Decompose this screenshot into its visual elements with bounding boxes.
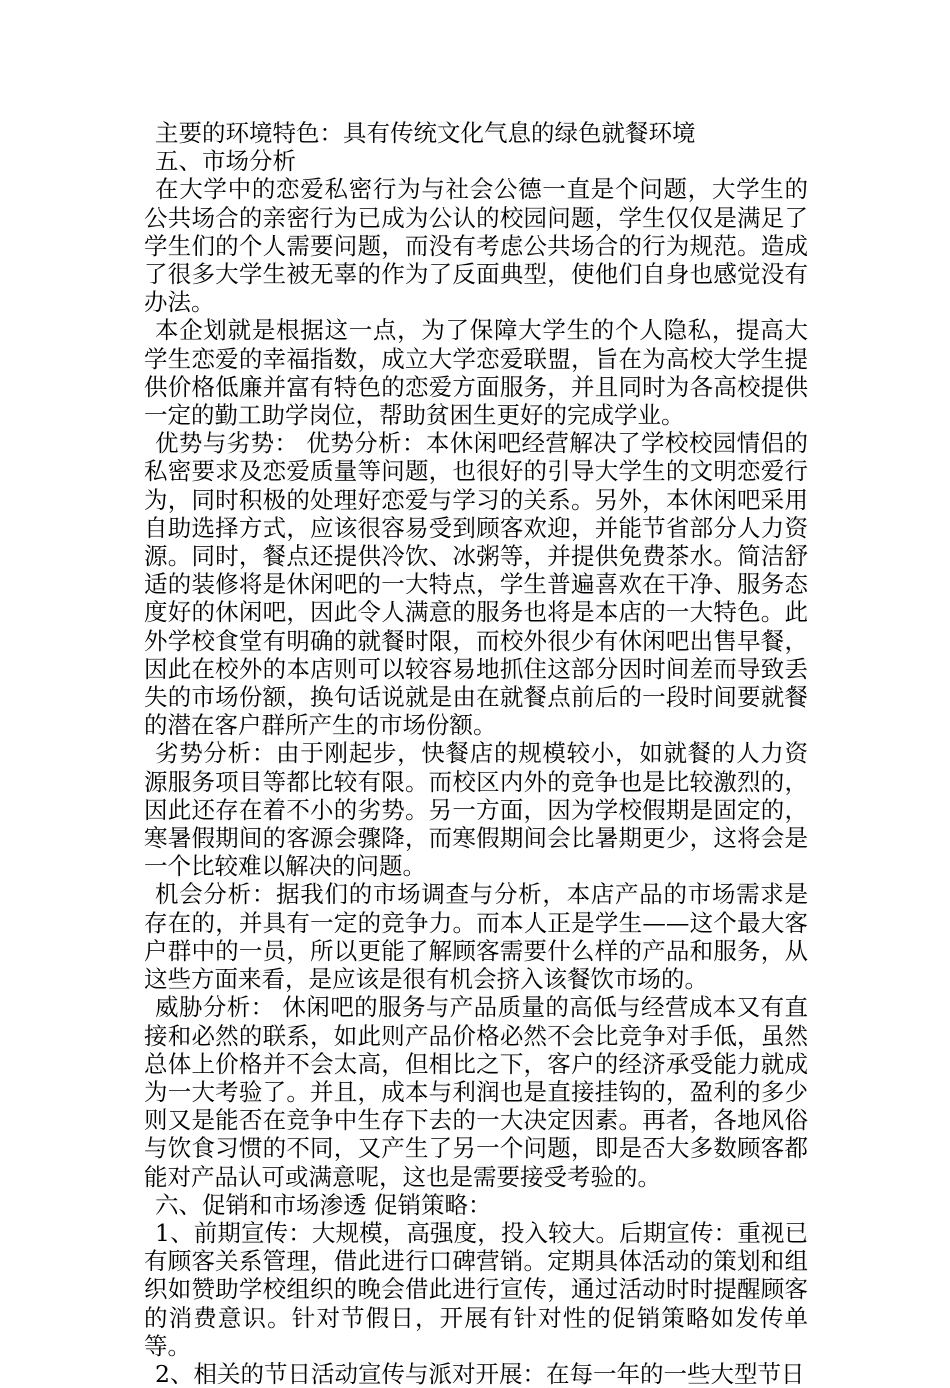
- paragraph-plan-purpose: 本企划就是根据这一点，为了保障大学生的个人隐私，提高大学生恋爱的幸福指数，成立大学恋爱联盟，旨在为高校大学生提供价格低廉并富有特色的恋爱方面服务，并且同时为各高校提供一定的勤工助学岗位，帮助贫困生更好的完成学业。: [144, 316, 808, 430]
- section-heading-promotion: 六、促销和市场渗透 促销策略：: [155, 1190, 492, 1219]
- environment-feature-line: 主要的环境特色：具有传统文化气息的绿色就餐环境: [155, 119, 696, 147]
- paragraph-opportunities: 机会分析：据我们的市场调查与分析，本店产品的市场需求是存在的，并具有一定的竞争力。而本人正是学生——这个最大客户群中的一员，所以更能了解顾客需要什么样的产品和服务，从这些方面来看，是应该是很有机会挤入该餐饮市场的。: [144, 880, 808, 994]
- paragraph-campus-problem: 在大学中的恋爱私密行为与社会公德一直是个问题，大学生的公共场合的亲密行为已成为公认的校园问题，学生仅仅是满足了学生们的个人需要问题，而没有考虑公共场合的行为规范。造成了很多大学生被无辜的作为了反面典型，使他们自身也感觉没有办法。: [144, 175, 808, 317]
- section-heading-market-analysis: 五、市场分析: [155, 147, 296, 176]
- paragraph-threats: 威胁分析： 休闲吧的服务与产品质量的高低与经营成本又有直接和必然的联系，如此则产品价格必然不会比竞争对手低，虽然总体上价格并不会太高，但相比之下，客户的经济承受能力就成为一大考验了。并且，成本与利润也是直接挂钩的，盈利的多少则又是能否在竞争中生存下去的一大决定因素。再者，各地风俗与饮食习惯的不同，又产生了另一个问题，即是否大多数顾客都能对产品认可或满意呢，这也是需要接受考验的。: [144, 993, 808, 1191]
- paragraph-strengths: 优势与劣势： 优势分析：本休闲吧经营解决了学校校园情侣的私密要求及恋爱质量等问题，也很好的引导大学生的文明恋爱行为，同时积极的处理好恋爱与学习的关系。另外，本休闲吧采用自助选择方式，应该很容易受到顾客欢迎，并能节省部分人力资源。同时，餐点还提供冷饮、冰粥等，并提供免费茶水。简洁舒适的装修将是休闲吧的一大特点，学生普遍喜欢在干净、服务态度好的休闲吧，因此令人满意的服务也将是本店的一大特色。此外学校食堂有明确的就餐时限，而校外很少有休闲吧出售早餐，因此在校外的本店则可以较容易地抓住这部分因时间差而导致丢失的市场份额，换句话说就是由在就餐点前后的一段时间要就餐的潜在客户群所产生的市场份额。: [144, 429, 808, 740]
- paragraph-promotion-early: 1、前期宣传：大规模，高强度，投入较大。后期宣传：重视已有顾客关系管理，借此进行口碑营销。定期具体活动的策划和组织如赞助学校组织的晚会借此进行宣传，通过活动时时提醒顾客的消费意识。针对节假日，开展有针对性的促销策略如发传单等。: [144, 1218, 808, 1360]
- paragraph-promotion-festival: 2、相关的节日活动宣传与派对开展：在每一年的一些大型节日: [155, 1359, 805, 1388]
- paragraph-weaknesses: 劣势分析：由于刚起步，快餐店的规模较小，如就餐的人力资源服务项目等都比较有限。而校区内外的竞争也是比较激烈的，因此还存在着不小的劣势。另一方面，因为学校假期是固定的，寒暑假期间的客源会骤降，而寒假期间会比暑期更少，这将会是一个比较难以解决的问题。: [144, 739, 808, 881]
- document-body: [144, 119, 808, 1388]
